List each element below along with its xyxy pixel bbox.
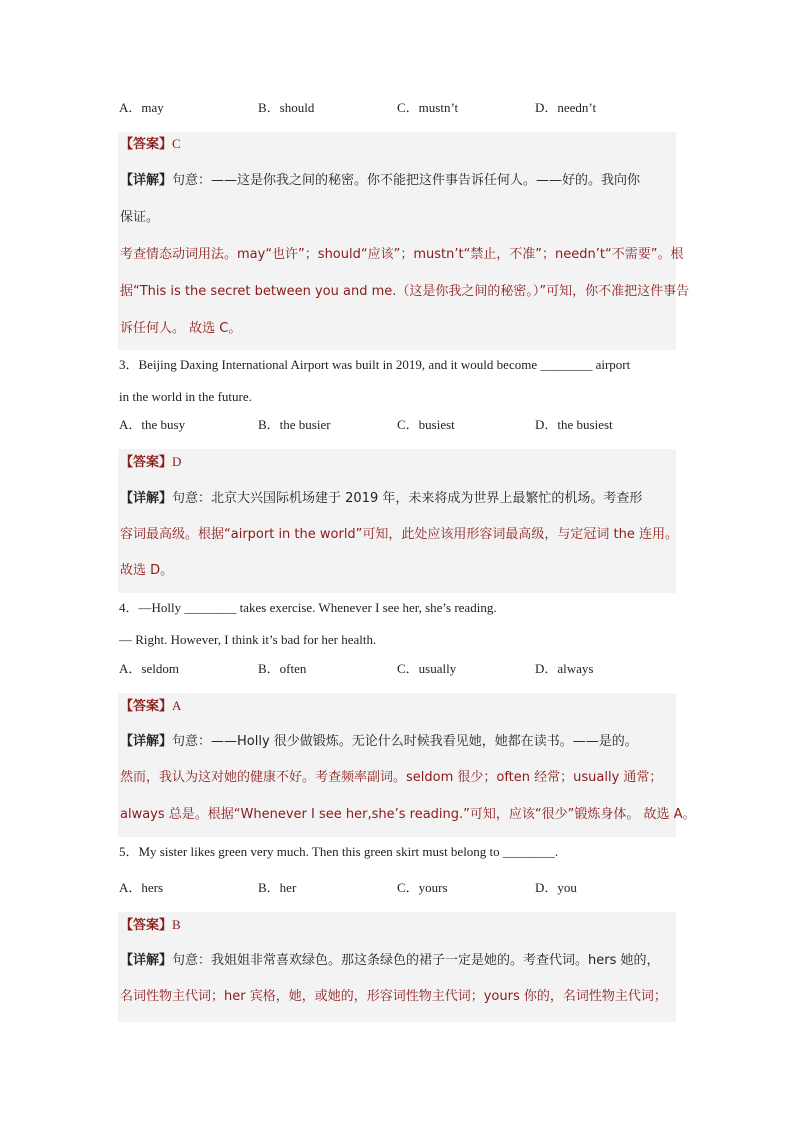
q2-detail-line-5: 诉任何人。 故选 C。 xyxy=(120,321,242,336)
q3-answer-tag: 【答案】 xyxy=(120,455,173,470)
q2-answer-value: C xyxy=(172,136,181,151)
q5-option-c: C．yours xyxy=(397,880,448,895)
q3-answer-box xyxy=(118,449,679,593)
q5-detail-line-1 xyxy=(120,951,674,971)
q4-detail-text-1: 句意：——Holly 很少做锻炼。无论什么时候我看见她，她都在读书。——是的。 xyxy=(172,734,638,749)
q2-option-c: C．mustn’t xyxy=(397,100,459,115)
q4-answer-box xyxy=(118,693,696,837)
q2-detail-line-2: 保证。 xyxy=(120,210,160,225)
q2-detail-line-1 xyxy=(120,171,674,191)
q4-option-b: B．often xyxy=(258,661,307,676)
q5-detail-text-1: 句意：我姐姐非常喜欢绿色。那这条绿色的裙子一定是她的。考查代词。hers 她的， xyxy=(172,953,660,968)
q5-answer-value: B xyxy=(172,917,181,932)
q3-detail-text-1: 句意：北京大兴国际机场建于 2019 年，未来将成为世界上最繁忙的机场。考查形 xyxy=(172,491,643,506)
q4-options xyxy=(119,657,679,681)
q4-stem-line-1: 4．—Holly ________ takes exercise. Whenever I see her, she’s reading. xyxy=(119,600,497,615)
q5-detail-tag: 【详解】 xyxy=(120,953,173,968)
q4-detail-line-2: 然而，我认为这对她的健康不好。考查频率副词。seldom 很少；often 经常；usually 通常； xyxy=(120,770,663,785)
q4-answer-value: A xyxy=(172,698,182,713)
q2-detail-text-1: 句意：——这是你我之间的秘密。你不能把这件事告诉任何人。——好的。我向你 xyxy=(172,173,641,188)
q4-stem-line-2: — Right. However, I think it’s bad for her health. xyxy=(119,632,377,647)
q2-option-b: B．should xyxy=(258,100,315,115)
q3-detail-tag: 【详解】 xyxy=(120,491,173,506)
q3-answer-value: D xyxy=(172,454,182,469)
q3-detail-line-2: 容词最高级。根据“airport in the world”可知，此处应该用形容词最高级，与定冠词 the 连用。 xyxy=(120,527,679,542)
q2-detail-line-3: 考查情态动词用法。may“也许”；should“应该”；mustn’t“禁止，不准”；needn’t“不需要”。根 xyxy=(120,247,684,262)
q5-options xyxy=(119,876,679,900)
q2-option-d: D．needn’t xyxy=(535,100,597,115)
q5-answer-line xyxy=(120,915,674,936)
q3-option-d: D．the busiest xyxy=(535,417,613,432)
q4-option-d: D．always xyxy=(535,661,594,676)
q4-option-a: A．seldom xyxy=(119,661,179,676)
q2-detail-line-4: 据“This is the secret between you and me.（这是你我之间的秘密。）”可知，你不准把这件事告 xyxy=(120,284,690,299)
q3-option-c: C．busiest xyxy=(397,417,455,432)
q3-options xyxy=(119,413,679,437)
q5-option-b: B．her xyxy=(258,880,297,895)
q5-option-d: D．you xyxy=(535,880,577,895)
q5-option-a: A．hers xyxy=(119,880,164,895)
q4-detail-line-1 xyxy=(120,732,674,752)
q2-answer-line xyxy=(120,134,674,155)
q3-answer-line xyxy=(120,452,674,473)
q3-detail-line-3: 故选 D。 xyxy=(120,563,174,578)
q4-detail-line-3: always 总是。根据“Whenever I see her,she’s reading.”可知，应该“很少”锻炼身体。 故选 A。 xyxy=(120,807,696,822)
q5-answer-box xyxy=(118,912,676,1022)
q4-option-c: C．usually xyxy=(397,661,457,676)
q3-option-b: B．the busier xyxy=(258,417,331,432)
q2-option-a: A．may xyxy=(119,100,164,115)
q5-stem-line-1: 5．My sister likes green very much. Then this green skirt must belong to ________. xyxy=(119,844,559,859)
q3-stem-line-2: in the world in the future. xyxy=(119,389,252,404)
q2-answer-tag: 【答案】 xyxy=(120,137,173,152)
q2-answer-box xyxy=(118,132,690,350)
q5-answer-tag: 【答案】 xyxy=(120,918,173,933)
q2-options xyxy=(119,96,679,120)
q4-detail-tag: 【详解】 xyxy=(120,734,173,749)
q3-stem-line-1: 3．Beijing Daxing International Airport was built in 2019, and it would become ________ airport xyxy=(119,357,631,372)
q4-answer-tag: 【答案】 xyxy=(120,699,173,714)
q4-answer-line xyxy=(120,696,674,717)
q3-option-a: A．the busy xyxy=(119,417,186,432)
q3-detail-line-1 xyxy=(120,489,674,509)
q2-detail-tag: 【详解】 xyxy=(120,173,173,188)
q5-detail-line-2: 名词性物主代词；her 宾格，她，或她的，形容词性物主代词；yours 你的，名词性物主代词； xyxy=(120,989,667,1004)
